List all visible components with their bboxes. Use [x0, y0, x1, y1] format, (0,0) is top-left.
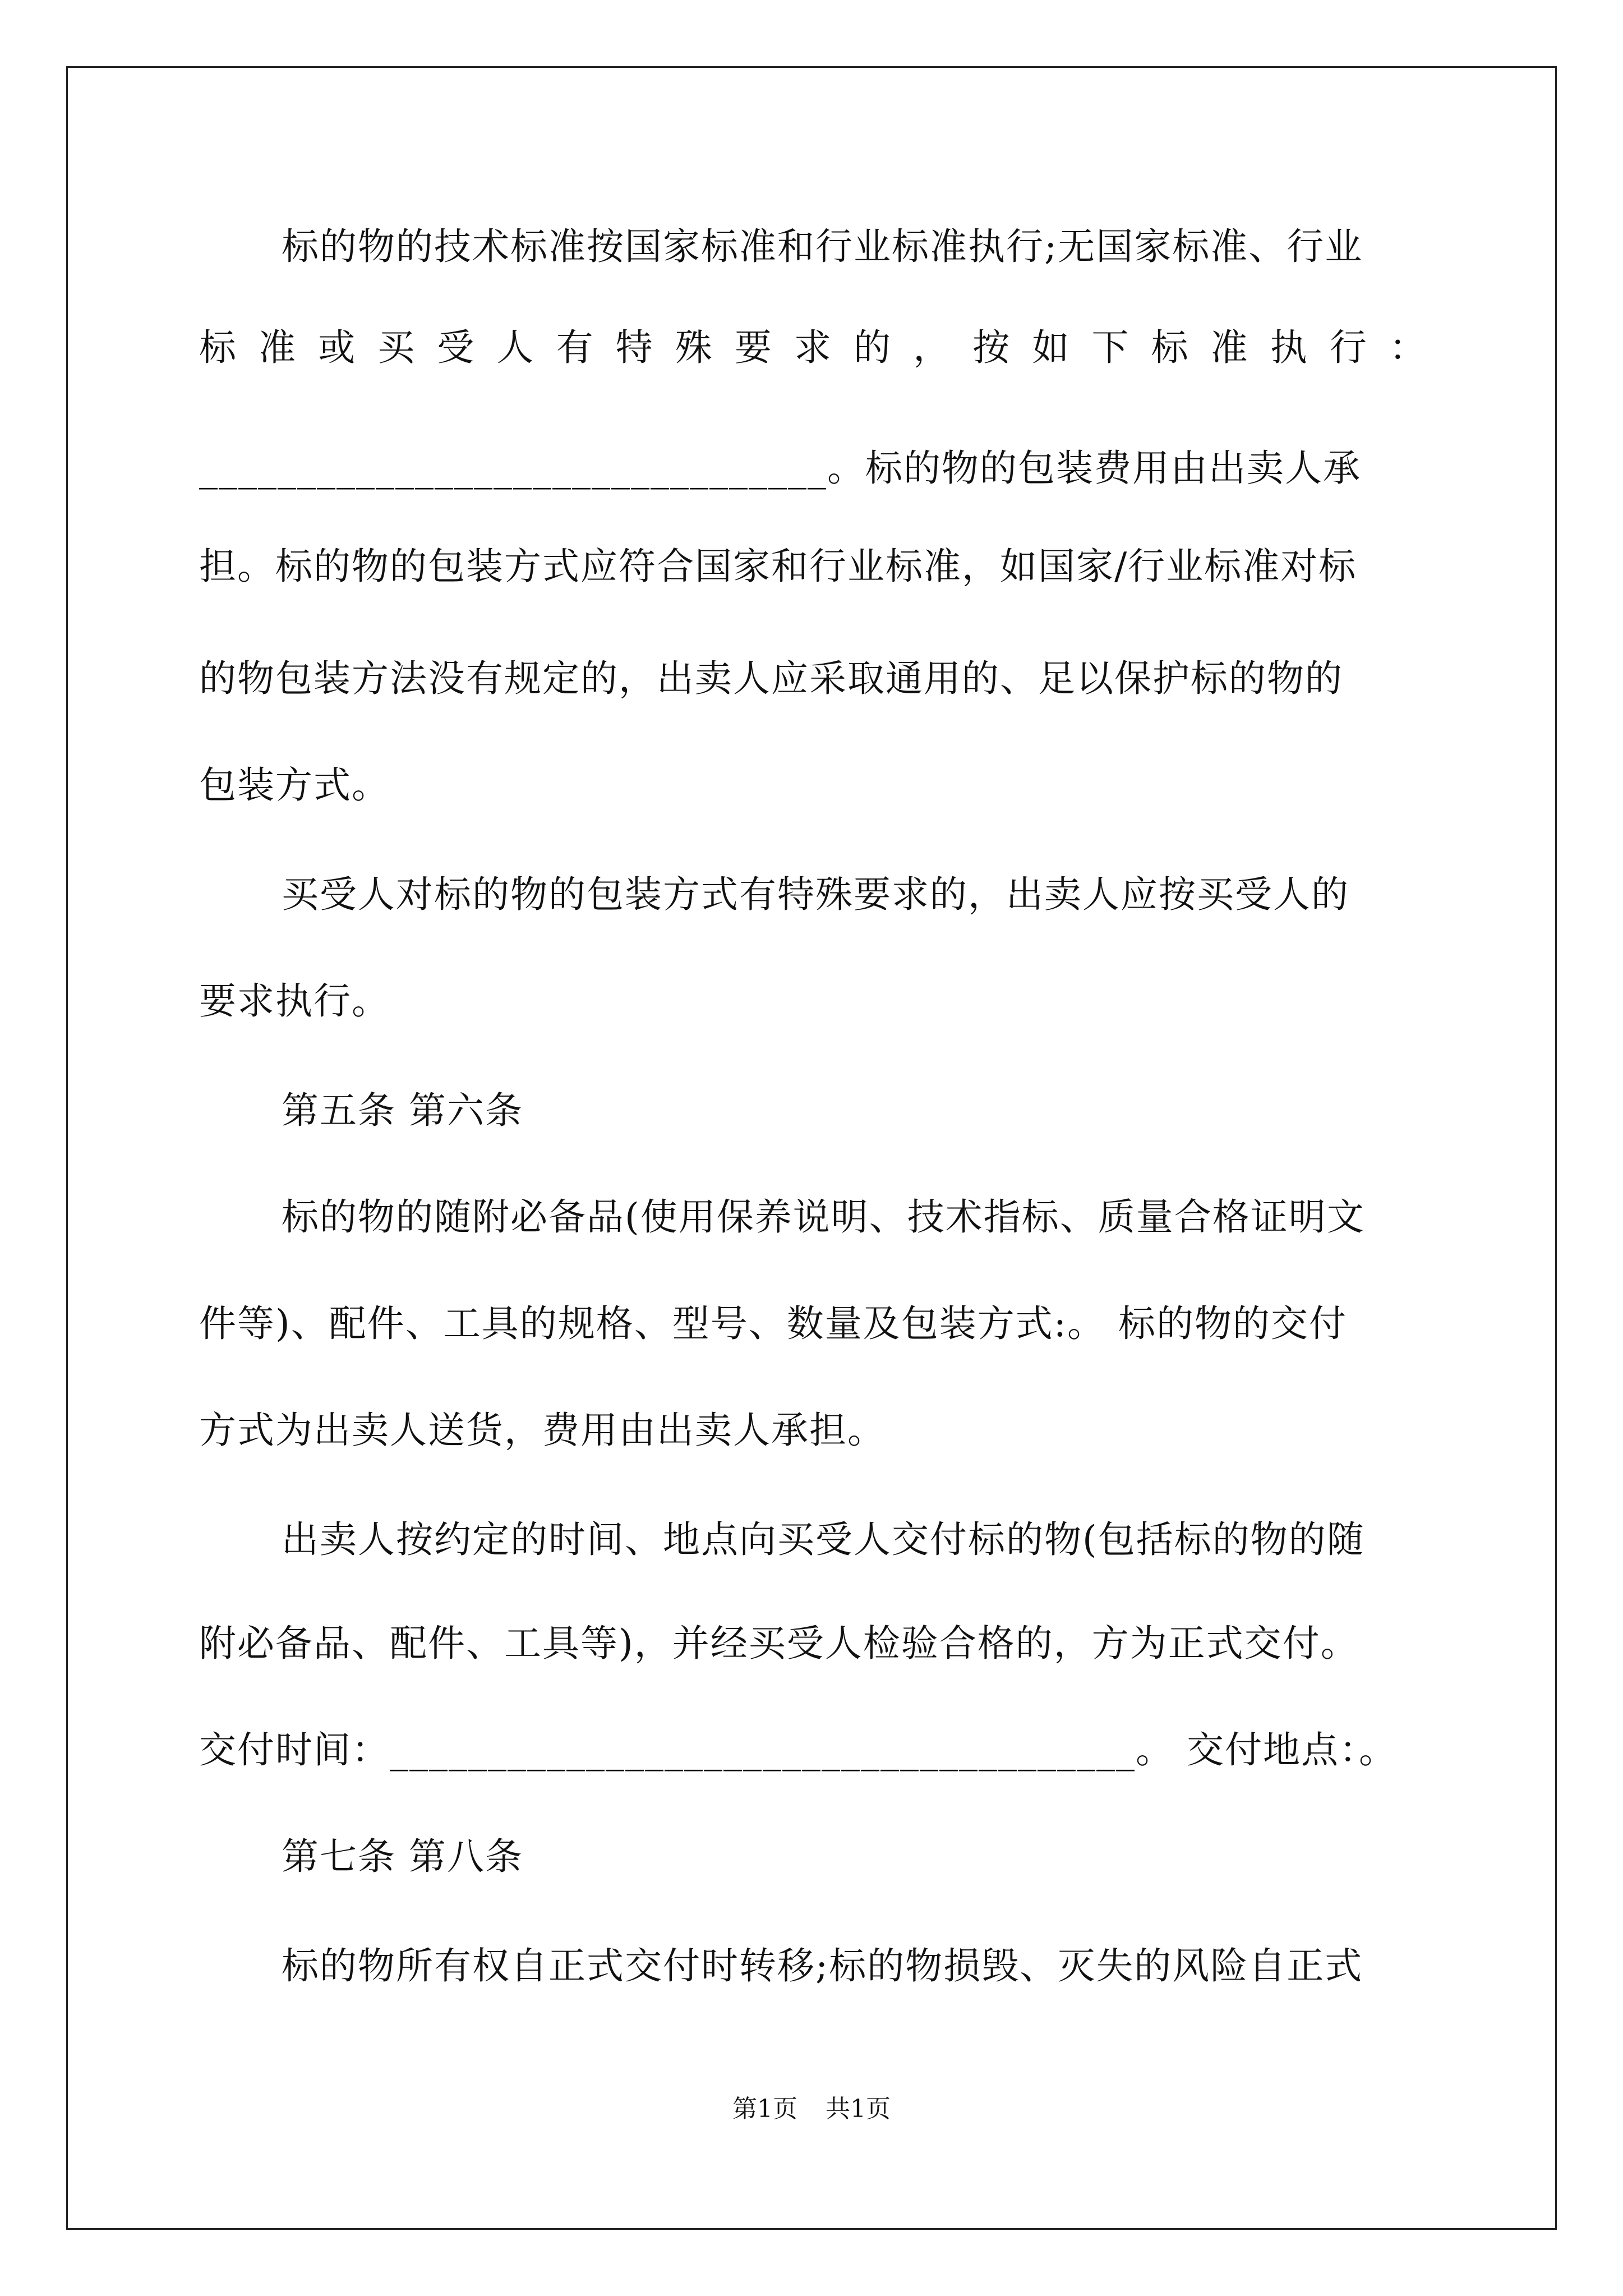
paragraph-line: 标的物所有权自正式交付时转移;标的物损毁、灭失的风险自正式 [282, 1944, 1363, 1987]
paragraph-line: 的物包装方法没有规定的，出卖人应采取通用的、足以保护标的物的 [199, 657, 1343, 700]
paragraph-line: 担。标的物的包装方式应符合国家和行业标准，如国家/行业标准对标 [199, 545, 1357, 588]
paragraph-line: ________________________________。标的物的包装费用由出卖人承 [199, 447, 1361, 490]
paragraph-line: 件等)、配件、工具的规格、型号、数量及包装方式:。 标的物的交付 [199, 1302, 1347, 1345]
page-total: 共1页 [826, 2095, 891, 2123]
paragraph-line: 包装方式。 [199, 763, 390, 807]
paragraph-line: 出卖人按约定的时间、地点向买受人交付标的物(包括标的物的随 [282, 1518, 1365, 1561]
paragraph-line: 买受人对标的物的包装方式有特殊要求的，出卖人应按买受人的 [282, 873, 1349, 916]
paragraph-line: 交付时间：______________________________________。 交付地点：。 [199, 1728, 1397, 1772]
page-footer [0, 2092, 1623, 2126]
page-border [66, 66, 1557, 2230]
paragraph-line: 要求执行。 [199, 979, 390, 1023]
paragraph-line: 标 准 或 买 受 人 有 特 殊 要 求 的 ， 按 如 下 标 准 执 行 ： [199, 326, 1427, 369]
section-heading: 第五条 第六条 [282, 1089, 523, 1132]
paragraph-line: 标的物的随附必备品(使用保养说明、技术指标、质量合格证明文 [282, 1195, 1365, 1239]
paragraph-line: 方式为出卖人送货，费用由出卖人承担。 [199, 1409, 886, 1452]
paragraph-line: 附必备品、配件、工具等)，并经买受人检验合格的，方为正式交付。 [199, 1622, 1359, 1665]
page-number: 第1页 [732, 2095, 797, 2123]
paragraph-line: 标的物的技术标准按国家标准和行业标准执行;无国家标准、行业 [282, 225, 1363, 268]
section-heading: 第七条 第八条 [282, 1835, 523, 1878]
